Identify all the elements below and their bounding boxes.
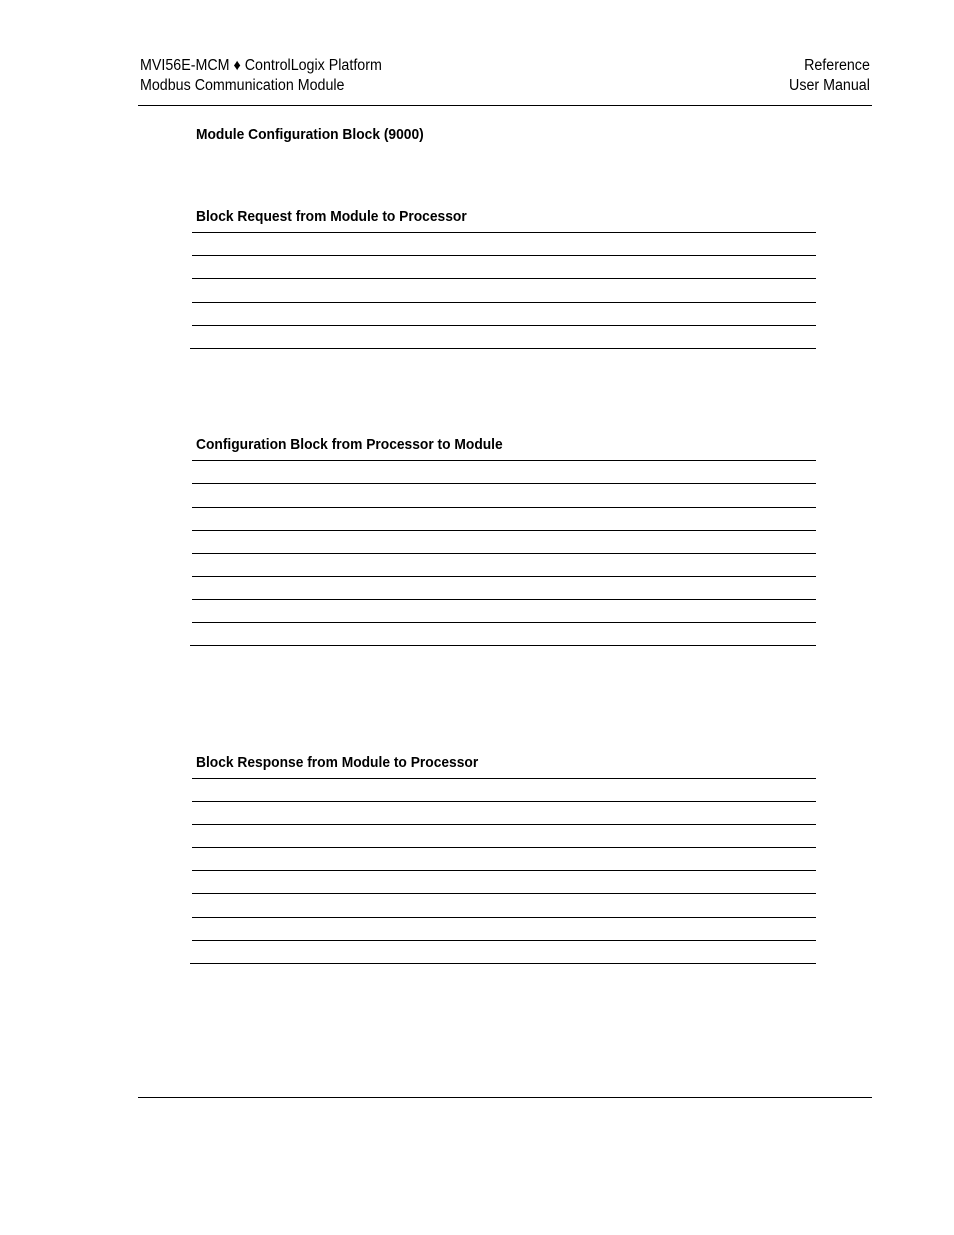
table-row-divider xyxy=(192,870,816,871)
table-row-divider xyxy=(192,553,816,554)
table-row-divider xyxy=(192,599,816,600)
table-row-divider xyxy=(192,576,816,577)
table-row-divider xyxy=(192,824,816,825)
table-row-divider xyxy=(192,460,816,461)
table-bottom-rule xyxy=(190,963,816,964)
table-row-divider xyxy=(192,847,816,848)
table-row-divider xyxy=(192,530,816,531)
header-product-line: MVI56E-MCM ♦ ControlLogix Platform xyxy=(140,57,382,74)
table-row-divider xyxy=(192,302,816,303)
page-header-left xyxy=(140,56,382,95)
header-section-name: Reference xyxy=(804,57,870,74)
table-row-divider xyxy=(192,778,816,779)
table-row-divider xyxy=(192,278,816,279)
table-row-divider xyxy=(192,940,816,941)
header-module-name: Modbus Communication Module xyxy=(140,76,345,94)
page-title: Module Configuration Block (9000) xyxy=(196,126,424,143)
section-title-configuration-block: Configuration Block from Processor to Module xyxy=(196,436,503,453)
section-title-block-response: Block Response from Module to Processor xyxy=(196,754,479,771)
table-row-divider xyxy=(192,801,816,802)
table-row-divider xyxy=(192,622,816,623)
section-title-block-request: Block Request from Module to Processor xyxy=(196,208,467,225)
table-row-divider xyxy=(192,325,816,326)
table-row-divider xyxy=(192,507,816,508)
table-bottom-rule xyxy=(190,348,816,349)
table-row-divider xyxy=(192,255,816,256)
header-document-type: User Manual xyxy=(789,76,870,94)
table-bottom-rule xyxy=(190,645,816,646)
page-header-right xyxy=(789,56,870,95)
table-row-divider xyxy=(192,893,816,894)
table-row-divider xyxy=(192,232,816,233)
footer-divider xyxy=(138,1097,872,1098)
table-row-divider xyxy=(192,483,816,484)
header-divider xyxy=(138,105,872,106)
table-row-divider xyxy=(192,917,816,918)
